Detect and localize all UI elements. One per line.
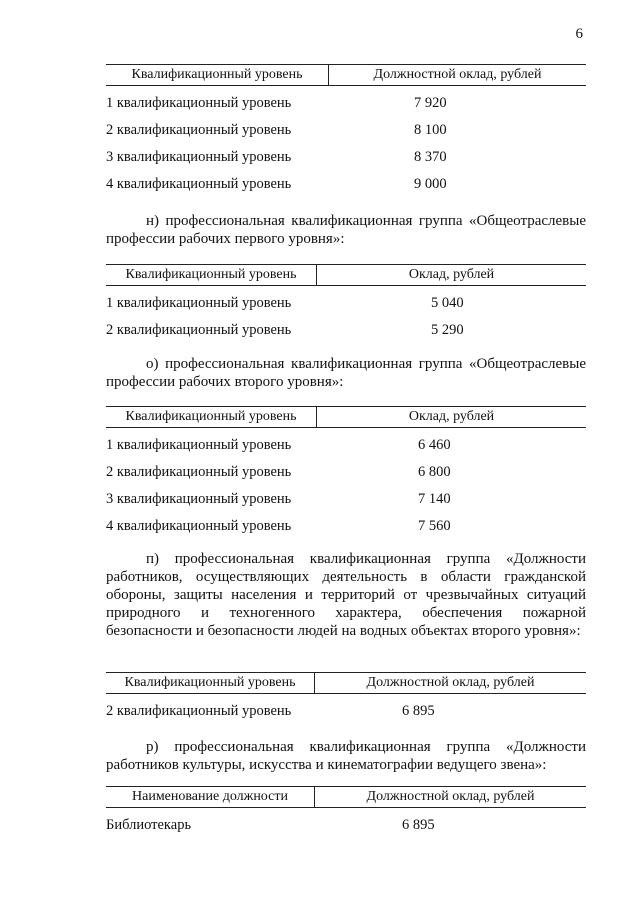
table-row — [106, 317, 586, 344]
section-o-text: о) профессиональная квалификационная группа «Общеотраслевые профессии рабочих второго уровня»: — [106, 356, 586, 390]
row-value: 5 040 — [431, 295, 464, 311]
row-name: 2 квалификационный уровень — [106, 464, 292, 480]
header-col2: Должностной оклад, рублей — [366, 675, 535, 690]
section-r-text: р) профессиональная квалификационная группа «Должности работников культуры, искусства и кинематографии ведущего звена»: — [106, 739, 586, 773]
table-header — [106, 64, 586, 86]
row-value: 8 370 — [414, 149, 447, 165]
row-name: 2 квалификационный уровень — [106, 322, 292, 338]
table-row — [106, 513, 586, 540]
table-row — [106, 290, 586, 317]
row-name: 4 квалификационный уровень — [106, 518, 292, 534]
row-value: 8 100 — [414, 122, 447, 138]
row-name: 2 квалификационный уровень — [106, 703, 292, 719]
header-col2: Оклад, рублей — [408, 267, 495, 282]
table-row — [106, 144, 586, 171]
row-value: 6 460 — [418, 437, 451, 453]
table-header — [106, 264, 586, 286]
table-row — [106, 90, 586, 117]
row-value: 5 290 — [431, 322, 464, 338]
row-value: 6 800 — [418, 464, 451, 480]
table-2 — [106, 264, 586, 344]
row-value: 9 000 — [414, 176, 447, 192]
header-col1: Наименование должности — [106, 787, 315, 807]
header-col1: Квалификационный уровень — [106, 65, 329, 85]
table-row — [106, 117, 586, 144]
table-row — [106, 812, 586, 839]
table-header — [106, 406, 586, 428]
table-1 — [106, 64, 586, 198]
header-col1: Квалификационный уровень — [106, 673, 315, 693]
section-n-text: н) профессиональная квалификационная группа «Общеотраслевые профессии рабочих первого уровня»: — [106, 213, 586, 247]
row-name: 1 квалификационный уровень — [106, 95, 292, 111]
header-col2: Оклад, рублей — [408, 409, 495, 424]
table-4 — [106, 672, 586, 725]
row-name: Библиотекарь — [106, 817, 192, 833]
header-col2: Должностной оклад, рублей — [366, 789, 535, 804]
row-value: 7 920 — [414, 95, 447, 111]
row-name: 3 квалификационный уровень — [106, 149, 292, 165]
table-header — [106, 672, 586, 694]
table-row — [106, 459, 586, 486]
section-p-text: п) профессиональная квалификационная группа «Должности работников, осуществляющих деятельность в области гражданской обороны, защиты населения и территорий от чрезвычайных ситуаций природного и техногенного характера, обеспечения пожарной безопасности и безопасности людей на водных объектах второго уровня»: — [106, 551, 586, 639]
row-name: 1 квалификационный уровень — [106, 295, 292, 311]
row-value: 6 895 — [402, 703, 435, 719]
row-name: 3 квалификационный уровень — [106, 491, 292, 507]
table-header — [106, 786, 586, 808]
table-row — [106, 171, 586, 198]
row-value: 6 895 — [402, 817, 435, 833]
row-value: 7 140 — [418, 491, 451, 507]
header-col2: Должностной оклад, рублей — [373, 67, 542, 82]
row-value: 7 560 — [418, 518, 451, 534]
table-3 — [106, 406, 586, 540]
row-name: 1 квалификационный уровень — [106, 437, 292, 453]
row-name: 2 квалификационный уровень — [106, 122, 292, 138]
page-number: 6 — [575, 26, 583, 42]
table-row — [106, 486, 586, 513]
row-name: 4 квалификационный уровень — [106, 176, 292, 192]
header-col1: Квалификационный уровень — [106, 407, 317, 427]
table-row — [106, 698, 586, 725]
header-col1: Квалификационный уровень — [106, 265, 317, 285]
table-row — [106, 432, 586, 459]
table-5 — [106, 786, 586, 839]
